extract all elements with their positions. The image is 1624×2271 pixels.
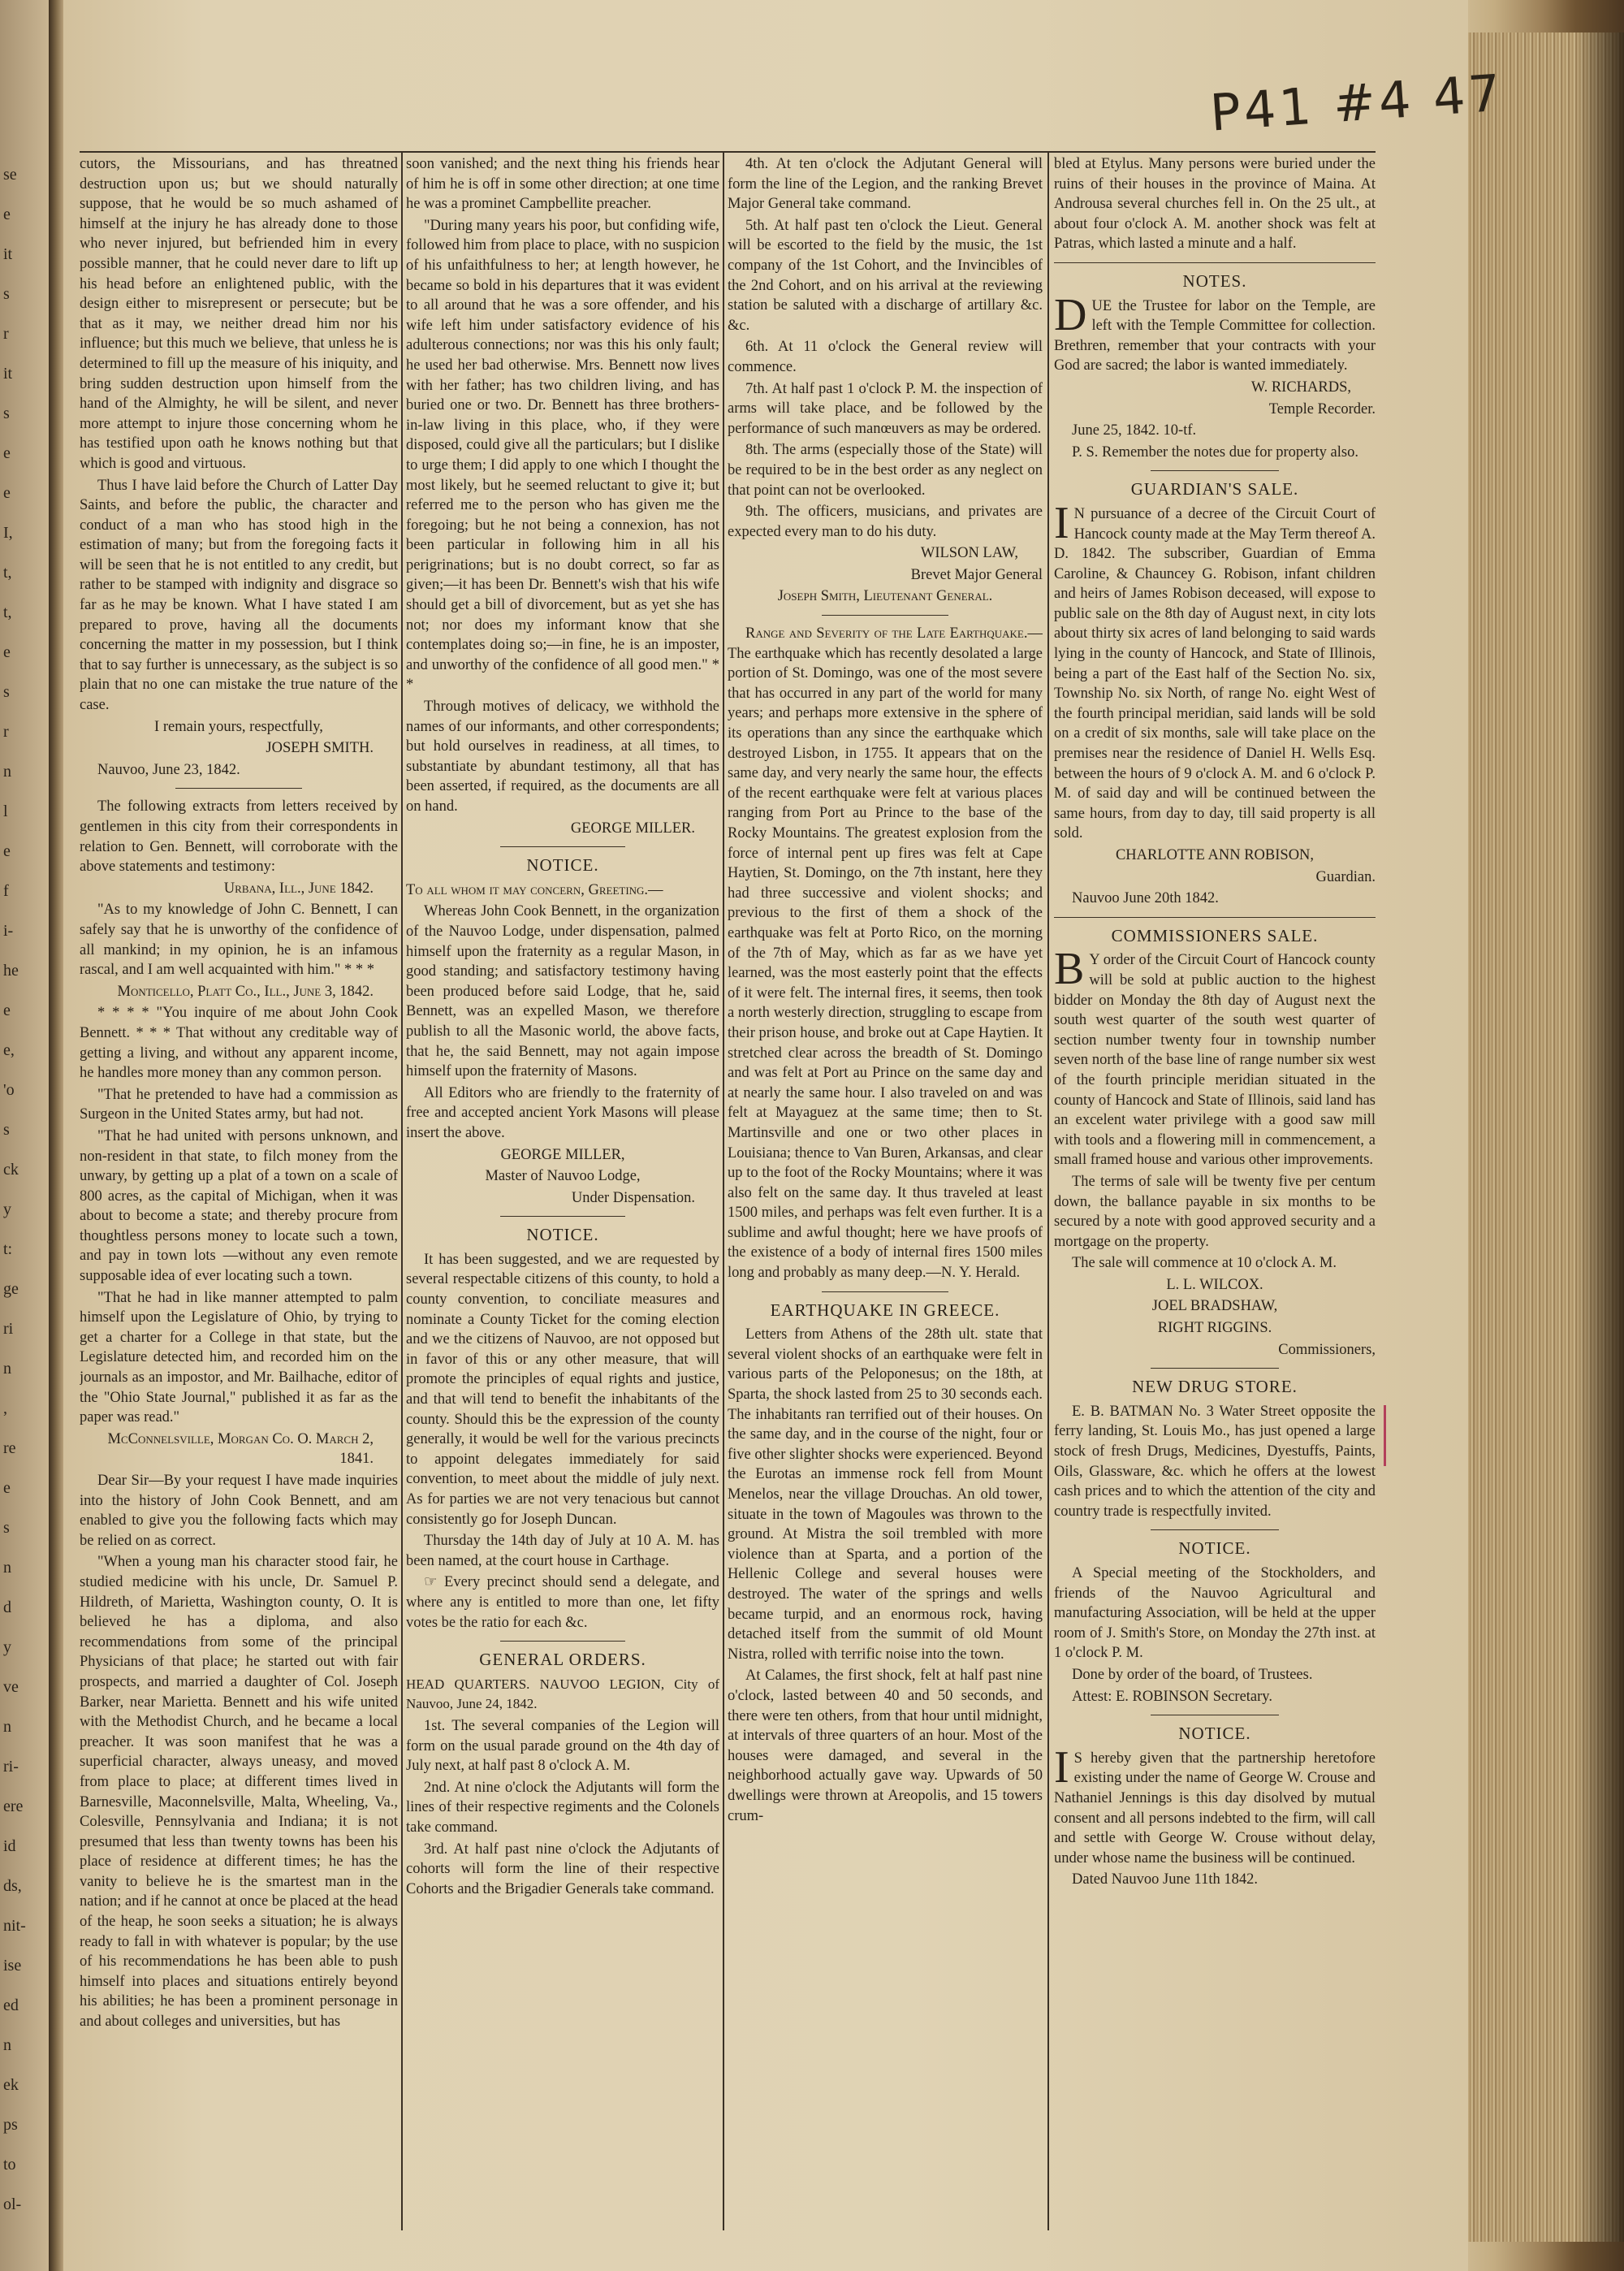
separator xyxy=(1151,470,1279,471)
column-rule xyxy=(723,151,724,2230)
heading: NOTES. xyxy=(1182,270,1247,291)
dateline: HEAD QUARTERS. NAUVOO LEGION, City of Nauvoo, June 24, 1842. xyxy=(406,1676,719,1712)
dateline: Nauvoo June 20th 1842. xyxy=(1072,890,1219,907)
left-page-fragment: e xyxy=(3,1479,11,1497)
ad-text: Y order of the Circuit Court of Hancock county will be sold at public auction to the highest bidder on Monday the 8th day of August next the south west quarter of the south west quarter of section number twenty four in township number seven north of the base line of range number six west of the fourth principle meridian situated in the county of Hancock and State of Illinois, said land has an excelent water privilege with a good saw mill with tools and a flowering mill in commencement, a small framed house and various other improvements. xyxy=(1054,952,1376,1169)
paragraph: 9th. The officers, musicians, and privates are expected every man to do his duty. xyxy=(728,504,1043,540)
separator xyxy=(1054,262,1376,263)
left-page-fragment: id xyxy=(3,1837,16,1855)
left-page-fragment: s xyxy=(3,1519,10,1537)
paragraph: "That he had united with persons unknown, and non-resident in that state, to filch money from the unwary, by getting up a plat of a town on a scale of 800 acres, as the capital of Michigan, when it was about to become a state; and thereby procure from thoughtless persons money to locate such a town, and pay in town lots —without any even remote supposable idea of ever locating such a town. xyxy=(80,1127,398,1285)
letter-heading: Urbana, Ill., June 1842. xyxy=(223,880,374,897)
heading: EARTHQUAKE IN GREECE. xyxy=(770,1300,1000,1320)
article-heading: Range and Severity of the Late Earthquake. xyxy=(745,625,1028,642)
left-page-fragment: t, xyxy=(3,564,12,582)
drop-cap: D xyxy=(1054,289,1087,340)
left-page-fragment: ps xyxy=(3,2116,18,2134)
left-page-fragment: ve xyxy=(3,1678,19,1696)
red-ink-mark xyxy=(1384,1405,1386,1466)
book-gutter xyxy=(49,0,63,2271)
paragraph: "As to my knowledge of John C. Bennett, I can safely say that he is unworthy of the confidence of all mankind; in my opinion, he is an infamous rascal, and I am well acquainted with him." * * * xyxy=(80,902,398,979)
paragraph: All Editors who are friendly to the fraternity of free and accepted ancient York Masons will please insert the above. xyxy=(406,1084,719,1141)
paragraph: 1st. The several companies of the Legion will form on the usual parade ground on the 4th day of July next, at half past 8 o'clock A. M. xyxy=(406,1717,719,1775)
dateline: Nauvoo, June 23, 1842. xyxy=(97,761,240,778)
heading: NOTICE. xyxy=(1178,1538,1251,1559)
paragraph: The terms of sale will be twenty five per centum down, the ballance payable in six months to be secured by a note with good approved security and a mortgage on the property. xyxy=(1054,1173,1376,1250)
signature: Joseph Smith, Lieutenant General. xyxy=(777,588,993,605)
article-text: —The earthquake which has recently desolated a large portion of St. Domingo, was one of the most severe that has occurred in any part of the world for many years; and perhaps more extensive in the sphere of its operations than any since the earthquake which destroyed Lisbon, in 1755. It appears that on the same day, and very nearly the same hour, the effects of the recent earthquake were felt at various places ranging from Port au Prince to the base of the Rocky Mountains. The greatest explosion from the force of internal pent up fires was felt at Cape Haytien, St. Domingo, on the 7th instant, here they had three successive and violent shocks; and previous to the first of them a shock of the earthquake was felt at Porto Rico, on the morning of the 7th of May, which as far as we have yet learned, was the most easterly point that the effects of it were felt. The internal fires, it seems, then took a north westerly direction, struggling to escape from their prison house, and broke out at Cape Haytien. It stretched clear across the breadth of St. Domingo and was felt at Port au Prince on the same day and at nearly the same hour. I also traveled on and was felt at Mayaguez at the same time; then to St. Martinsville and one or two other places in Louisiana; thence to Van Buren, Arkansas, and clear up to the foot of the Rocky Mountains; where it was also felt on the same day. It thus traveled at least 1500 miles, and perhaps was felt even further. It is a sublime and awful thought; here we have proofs of the existence of a body of internal fires 1500 miles long and probably as many deep.—N. Y. Herald. xyxy=(728,625,1043,1282)
signature-title: Commissioners, xyxy=(1278,1341,1376,1358)
signature-title: Temple Recorder. xyxy=(1268,400,1376,417)
paragraph: Done by order of the board, of Trustees. xyxy=(1072,1666,1313,1683)
drop-cap: I xyxy=(1054,1741,1069,1793)
paragraph: Dear Sir—By your request I have made inquiries into the history of John Cook Bennett, and am enabled to give you the following facts which may be relied on as correct. xyxy=(80,1473,398,1549)
ad-text: UE the Trustee for labor on the Temple, are left with the Temple Committee for collection. Brethren, remember that your contracts with your God are sacred; the labor is wanted immediately. xyxy=(1054,297,1376,374)
signature-title: Under Dispensation. xyxy=(571,1189,695,1206)
left-page-fragment: ri xyxy=(3,1320,14,1338)
top-rule xyxy=(80,151,1376,153)
left-page-fragment: e xyxy=(3,444,11,462)
separator xyxy=(500,846,625,847)
letter-heading: Monticello, Platt Co., Ill., June 3, 1842. xyxy=(117,983,374,1000)
paragraph: Through motives of delicacy, we withhold the names of our informants, and other correspondents; but hold ourselves in readiness, at all times, to substantiate by abundant testimony, all that has been asserted, if required, as the documents are all on hand. xyxy=(406,699,719,815)
paragraph: cutors, the Missourians, and has threatned destruction upon us; but we should naturally suppose, that he would be so much ashamed of himself at the injury he has already done to those who never injured, but befriended him in every possible manner, that he could never dare to lift up his head before an enlightened public, with the design either to misrepresent or persecute; but be that as it may, we neither dread him nor his influence; but this much we believe, that unless he is determined to fill up the measure of his iniquity, and bring sudden destruction upon himself from the hand of the Almighty, he will be silent, and never more attempt to injure those concerning whom he has testified upon oath he knows nothing but that which is good and virtuous. xyxy=(80,156,398,472)
left-page-fragment: re xyxy=(3,1439,16,1457)
left-page-fragment: t: xyxy=(3,1240,13,1258)
paragraph: Thus I have laid before the Church of Latter Day Saints, and before the public, the character and conduct of a man who has stood high in the estimation of many; but from the foregoing facts it will be seen that he is not entitled to any credit, but rather to be stamped with indignity and disgrace so far as he may be known. What I have stated I am prepared to prove, having all the documents concerning the matter in my possession, but I think that to say further is unnecessary, as the subject is so plain that no one can mistake the true nature of the case. xyxy=(80,477,398,714)
left-page-fragment: it xyxy=(3,245,13,263)
left-page-fragment: t, xyxy=(3,603,12,621)
closing: I remain yours, respectfully, xyxy=(154,718,323,735)
paragraph: Thursday the 14th day of July at 10 A. M. has been named, at the court house in Carthage. xyxy=(406,1533,719,1569)
left-page-fragment: ed xyxy=(3,1996,19,2014)
paragraph: 2nd. At nine o'clock the Adjutants will form the lines of their respective regiments and the Colonels take command. xyxy=(406,1779,719,1836)
signature: GEORGE MILLER. xyxy=(570,820,695,837)
column-rule xyxy=(401,151,403,2230)
left-page-fragment: 'o xyxy=(3,1081,15,1099)
signature-title: Brevet Major General xyxy=(910,566,1043,583)
paragraph: "During many years his poor, but confiding wife, followed him from place to place, with no suspicion of his unfaithfulness to her; at length however, he became so bold in his departures that it was evident to all around that he was a sore offender, and his wife left him under satisfactory evidence of his adulterous connections; nor was this his only fault; he used her bad otherwise. Mrs. Bennett now lives with her father; has two children living, and has buried one or two. Dr. Bennett has three brothers-in-law living in this place, who, if they were disposed, could give all the particulars; but I dislike to urge them; I did apply to one which I thought the most likely, but he seemed reluctant to give it; but referred me to the person who has given me the foregoing; but he not being a connexion, has not been particular in following him in all his perigrinations; but is no doubt correct, so far as given;—it has been Dr. Bennett's wish that his wife should get a bill of divorcement, but as yet she has not; nor does my informant know that she contemplates doing so;—in fine, he is an imposter, and unworthy of the confidence of all good men." * * xyxy=(406,217,719,694)
signature-title: Guardian. xyxy=(1315,868,1376,885)
left-page-fragment: to xyxy=(3,2156,16,2174)
left-page-fragment: y xyxy=(3,1638,11,1656)
paragraph: P. S. Remember the notes due for property also. xyxy=(1072,443,1358,461)
signature: CHARLOTTE ANN ROBISON, xyxy=(1115,847,1315,863)
signature: WILSON LAW, xyxy=(920,545,1018,562)
paragraph: The following extracts from letters received by gentlemen in this city from their correspondents in relation to Gen. Bennett, will corroborate with the above statements and testimony: xyxy=(80,798,398,876)
paragraph: Whereas John Cook Bennett, in the organization of the Nauvoo Lodge, under dispensation, palmed himself upon the fraternity as a regular Mason, in good standing; and satisfactory testimony having been produced before said Lodge, that he, said Bennett, was an expelled Mason, we therefore publish to all the Masonic world, the above facts, that he, the said Bennett, may not again impose himself upon the fraternity of Masons. xyxy=(406,903,719,1080)
left-page-fragment: s xyxy=(3,404,10,422)
paragraph: A Special meeting of the Stockholders, and friends of the Nauvoo Agricultural and manufacturing Association, will be held at the upper room of J. Smith's Store, on Monday the 27th inst. at 1 o'clock P. M. xyxy=(1054,1565,1376,1662)
left-page-fragment: ek xyxy=(3,2076,19,2094)
dateline: June 25, 1842. 10-tf. xyxy=(1072,422,1197,439)
left-page-fragment: I, xyxy=(3,524,13,542)
handwritten-page-number: P41 #4 47 xyxy=(1207,63,1506,143)
paragraph: 5th. At half past ten o'clock the Lieut. General will be escorted to the field by the music, the 1st company of the 1st Cohort, and the Invincibles of the 2nd Cohort, and on his arrival at the reviewing station be saluted with a discharge of artillary &c. &c. xyxy=(728,217,1043,334)
paragraph: Letters from Athens of the 28th ult. state that several violent shocks of an earthquake were felt in various parts of the Peloponesus; on the 18th, at Sparta, the shock lasted from 25 to 30 seconds each. The inhabitants ran terrified out of their houses. On the same day, and in the course of the night, four or five other slighter shocks were experienced. Beyond the Eurotas an immense rock fell from Mount Menelos, near the village Drouchas. An old tower, situate in the town of Magoules was thrown to the ground. At Mistra the soil trembled with more violence than at Sparta, and a portion of the Hellenic College and several houses were destroyed. The water of the springs and wells became turpid, and an enormous rock, having detached itself from the summit of old Mount Nistra, rolled with terrific noise into the town. xyxy=(728,1326,1043,1663)
signature: RIGHT RIGGINS. xyxy=(1157,1320,1272,1337)
paragraph: At Calames, the first shock, felt at half past nine o'clock, lasted between 40 and 50 seconds, and there were ten others, from that hour until midnight, at intervals of three quarters of an hour. Most of the houses were damaged, and several in the neighborhood actually gave way. Upwards of 50 dwellings were thrown at Areopolis, and 15 towers crum- xyxy=(728,1668,1043,1824)
letter-heading: McConnelsville, Morgan Co. O. March 2, 1841. xyxy=(107,1430,374,1468)
left-page-fragment: ck xyxy=(3,1161,19,1179)
dateline: Dated Nauvoo June 11th 1842. xyxy=(1072,1871,1258,1888)
left-page-fragment: r xyxy=(3,723,9,741)
separator xyxy=(822,1291,948,1292)
left-page-fragment: e xyxy=(3,842,11,860)
left-page-fragment: r xyxy=(3,325,9,343)
drop-cap: I xyxy=(1054,497,1069,548)
signature: L. L. WILCOX. xyxy=(1166,1276,1263,1293)
left-page-fragment: i- xyxy=(3,922,14,940)
left-page-fragment: l xyxy=(3,802,8,820)
left-page-fragment: n xyxy=(3,2036,11,2054)
paragraph: 6th. At 11 o'clock the General review will commence. xyxy=(728,339,1043,375)
left-page-fragment: e xyxy=(3,643,11,661)
separator xyxy=(500,1641,625,1642)
left-page-fragment: n xyxy=(3,1718,11,1736)
column-4 xyxy=(1054,154,1376,2234)
heading: NOTICE. xyxy=(1178,1724,1251,1744)
signature-title: Master of Nauvoo Lodge, xyxy=(485,1168,641,1185)
paragraph: * * * * "You inquire of me about John Cook Bennett. * * * That without any creditable way of getting a living, and without any apparent income, he handles more money than any common person. xyxy=(80,1005,398,1082)
signature: W. RICHARDS, xyxy=(1250,378,1351,396)
ad-text: N pursuance of a decree of the Circuit Court of Hancock county made at the May Term thereof A. D. 1842. The subscriber, Guardian of Emma Caroline, & Chauncey G. Robison, infant children and heirs of James Robison deceased, will expose to public sale on the 8th day of August next, in city lots about thirty six acres of land belonging to said wards lying in the county of Hancock, and State of Illinois, being a part of the East half of the Section No. six, Township No. six North, of range No. eight West of the fourth principal meridian, said lands will be sold on a credit of six months, sale will take place on the premises near the residence of Daniel H. Wells Esq. between the hours of 9 o'clock A. M. and 6 o'clock P. M. of said day and will be continued between the same hours, from day to day, till said property is all sold. xyxy=(1054,505,1376,842)
left-page-fragment: e xyxy=(3,205,11,223)
left-page-fragment: he xyxy=(3,962,19,980)
heading: GENERAL ORDERS. xyxy=(479,1650,646,1670)
paragraph: It has been suggested, and we are requested by several respectable citizens of this county, to hold a county convention, to conciliate measures and nominate a County Ticket for the coming election and we the citizens of Nauvoo, are not opposed but in favor of this or any other measure, that will promote the principles of equal rights and justice, and that will tend to benefit the inhabitants of the county. Should this be the expression of the county generally, it would be well for the various precincts to appoint delegates immediately for said convention, to meet about the middle of july next. As for parties we are not very tenacious but cannot consistently go for Joseph Duncan. xyxy=(406,1251,719,1528)
left-page-fragment: it xyxy=(3,365,13,383)
column-rule xyxy=(1047,151,1049,2230)
separator xyxy=(175,788,303,789)
left-page-fragment: s xyxy=(3,285,10,303)
heading: GUARDIAN'S SALE. xyxy=(1130,479,1299,500)
left-page-fragment: e xyxy=(3,484,11,502)
separator xyxy=(822,615,948,616)
left-page-fragment: ri- xyxy=(3,1758,19,1776)
left-page-fragment: se xyxy=(3,166,17,184)
paragraph: "That he pretended to have had a commission as Surgeon in the United States army, but had not. xyxy=(80,1086,398,1123)
left-page-fragment: e, xyxy=(3,1041,15,1059)
paragraph: 8th. The arms (especially those of the State) will be required to be in the best order as any neglect on that point can not be overlooked. xyxy=(728,442,1043,499)
left-page-fragment: ol- xyxy=(3,2195,22,2213)
paragraph: bled at Etylus. Many persons were buried under the ruins of their houses in the province of Maina. At Androusa several churches fell in. On the 25 ult., at about four o'clock A. M. another shock was felt at Patras, which lasted a minute and a half. xyxy=(1054,156,1376,253)
left-page-fragment: ge xyxy=(3,1280,19,1298)
paragraph: The sale will commence at 10 o'clock A. M. xyxy=(1072,1255,1337,1272)
left-page-fragment: ise xyxy=(3,1957,22,1975)
separator xyxy=(1151,1529,1279,1530)
ad-text: E. B. BATMAN No. 3 Water Street opposite the ferry landing, St. Louis Mo., has just opened a large stock of fresh Drugs, Medicines, Dyestuffs, Paints, Oils, Glassware, &c. which he offers at the lowest cash prices and to which the attention of the city and country trade is respectfully invited. xyxy=(1054,1403,1376,1520)
drop-cap: B xyxy=(1054,944,1085,995)
paragraph: 3rd. At half past nine o'clock the Adjutants of cohorts will form the line of their respective Cohorts and the Brigadier Generals take command. xyxy=(406,1841,719,1897)
left-page-fragment: ere xyxy=(3,1797,24,1815)
signature: GEORGE MILLER, xyxy=(500,1146,625,1163)
left-page-fragment: y xyxy=(3,1200,11,1218)
separator xyxy=(1151,1368,1279,1369)
paragraph: Attest: E. ROBINSON Secretary. xyxy=(1072,1688,1272,1705)
heading: NEW DRUG STORE. xyxy=(1132,1377,1298,1397)
signature: JOSEPH SMITH. xyxy=(266,740,374,757)
paragraph: "That he had in like manner attempted to palm himself upon the Legislature of Ohio, by trying to get a charter for a College in that state, but the Legislature detected him, and recorded him on the journals as an impostor, and Mr. Bailhache, editor of the "Ohio State Journal," published it as far as the paper was read." xyxy=(80,1289,398,1426)
greeting: To all whom it may concern, Greeting.— xyxy=(406,881,663,898)
left-page-fragment: s xyxy=(3,1121,10,1139)
heading: COMMISSIONERS SALE. xyxy=(1111,925,1319,945)
left-page-fragment: , xyxy=(3,1399,7,1417)
ad-text: S hereby given that the partnership heretofore existing under the name of George W. Crouse and Nathaniel Jennings is this day disolved by mutual consent and all persons indebted to the firm, will call and settle with George W. Crouse without delay, under whose name the business will be continued. xyxy=(1054,1750,1376,1867)
paragraph: "When a young man his character stood fair, he studied medicine with his uncle, Dr. Samuel P. Hildreth, of Marietta, Washington county, O. It is believed he has a diploma, and also recommendations from some of the principal Physicians of that place; he started out with fair prospects, and married a daughter of Col. Joseph Barker, near Marietta. Bennett and his wife united with the Methodist Church, and he became a local preacher. It was soon manifest that he was a superficial character, always uneasy, and moved from place to place; at different times lived in Barnesville, Maconnelsville, Malta, Wheeling, Va., Colesville, Pennsylvania and Indiana; it is not presumed that less than twenty towns has been his place of residence at different times; he has the vanity to believe he is the smartest man in the nation; and if he cannot at once be placed at the head of the heap, he soon seeks a situation; he is always ready to fall in with whatever is popular; by the use of his recommendations he has been able to push himself into places and situations entirely beyond his abilities; he has been a prominent personage in and about colleges and universities, but has xyxy=(80,1554,398,2031)
paragraph: ☞ Every precinct should send a delegate, and where any is entitled to more than one, let fifty votes be the ratio for each &c. xyxy=(406,1574,719,1631)
heading: NOTICE. xyxy=(526,855,599,876)
left-page-fragment: n xyxy=(3,1559,11,1577)
paragraph: 7th. At half past 1 o'clock P. M. the inspection of arms will take place, and be followed by the performance of such manœuvers as may be ordered. xyxy=(728,380,1043,437)
left-page-fragment: s xyxy=(3,683,10,701)
column-1 xyxy=(80,154,398,2234)
left-page-fragment: f xyxy=(3,882,9,900)
column-2 xyxy=(406,154,719,2234)
left-page-fragment: n xyxy=(3,1360,11,1378)
left-page-fragment: n xyxy=(3,763,11,781)
left-page-fragment: nit- xyxy=(3,1917,26,1935)
column-3 xyxy=(728,154,1043,2234)
signature: JOEL BRADSHAW, xyxy=(1151,1298,1278,1315)
left-page-fragment: d xyxy=(3,1598,11,1616)
page-edges xyxy=(1468,32,1624,2242)
left-page-fragment: ds, xyxy=(3,1877,22,1895)
paragraph: soon vanished; and the next thing his friends hear of him he is off in some other direction; at one time he was a prominet Campbellite preacher. xyxy=(406,156,719,213)
paragraph: 4th. At ten o'clock the Adjutant General will form the line of the Legion, and the ranking Brevet Major General take command. xyxy=(728,156,1043,213)
separator xyxy=(1054,917,1376,918)
heading: NOTICE. xyxy=(526,1225,599,1245)
left-page-fragment: e xyxy=(3,1001,11,1019)
separator xyxy=(500,1216,625,1217)
